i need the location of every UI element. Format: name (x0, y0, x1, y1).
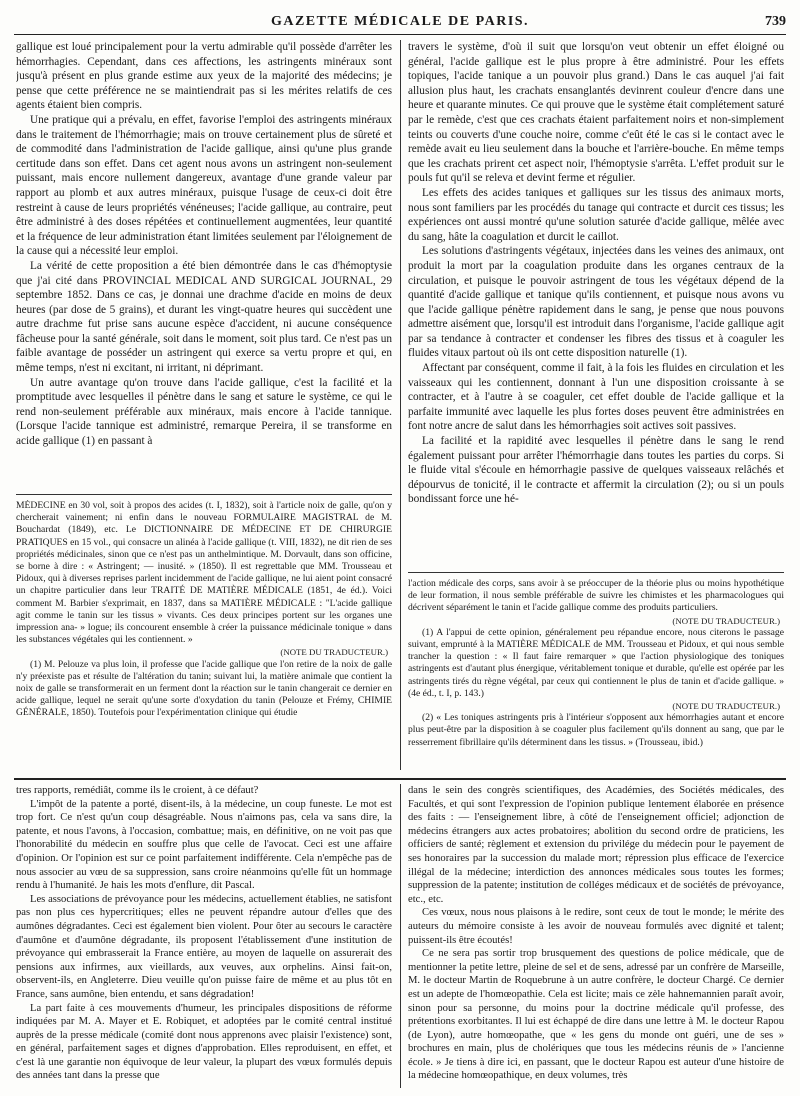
footnote: (1) M. Pelouze va plus loin, il professe que l'acide gallique que l'on retire de la noix de galle n'y préexiste pas et résulte de l'altération du tanin; suivant lui, la matière animale que contient la noix de galle se transformerait en un ferment dont la réaction sur le tanin changerait ce dernier en acide gallique, lequel ne serait qu'une sorte d'oxydation du tanin (Pelouze et Frémy, CHIMIE GÉNÉRALE, 1850). Toutefois pour l'expérimentation clinique qui étudie (16, 658, 392, 719)
footnote: MÉDECINE en 30 vol, soit à propos des acides (t. I, 1832), soit à l'article noix de galle, qu'on y chercherait vainement; ni enfin dans le nouveau FORMULAIRE MAGISTRAL de M. Bouchardat (1849), etc. Le DICTIONNAIRE DE MÉDECINE ET DE CHIRURGIE PRATIQUES en 15 vol., qui consacre un alinéa à l'acide gallique (t. VIII, 1832), ne dit rien de ses propriétés médicinales, sinon que ce n'est pas un anthelmintique. M. Dorvault, dans son officine, se borne à dire : « Astringent; — inusité. » (1850). Il est regrettable que MM. Trousseau et Pidoux, qui à diverses reprises parlent incidemment de l'acide gallique, ne lui aient point consacré un chapitre particulier dans leur TRAITÉ DE MATIÈRE MÉDICALE (1851, 4e éd.). Voici comment M. Barbier s'exprimait, en 1837, dans sa MATIÈRE MÉDICALE : "L'acide gallique agit comme le tanin sur les tissus » vivants. Ces deux principes portent sur les organes une impression ana- » logue; ils concourent ensemble à créer la puissance médicinale tonique » dans les substances végétales qui les contiennent. » (16, 500, 392, 646)
footnotes-left (16, 500, 392, 770)
column-divider (400, 40, 401, 770)
page-number: 739 (765, 14, 786, 29)
footnote-separator-left (16, 494, 392, 495)
section-separator (14, 778, 786, 780)
article-column-right (408, 40, 784, 566)
paragraph: dans le sein des congrès scientifiques, des Académies, des Sociétés médicales, des Facultés, et qui sont l'expression de l'opinion publique lentement élaborée en présence des faits : — l'enseignement libre, à côté de l'enseignement officiel; adjonction de médecins étrangers aux actes probatoires; abolition du second ordre de praticiens, les officiers de santé; règlement et extension du privilége du médecin pour le payement de ses honoraires par la succession du malade mort; répression plus efficace de l'exercice illégal de la médecine; interdiction des annonces médicales sous toutes les formes; suppression de la patente; institution de colléges médicaux et de sociétés de prévoyance, etc., etc. (408, 785, 784, 905)
translator-note-signature: (NOTE DU TRADUCTEUR.) (280, 647, 388, 658)
footnotes-right (408, 578, 784, 770)
column-divider (400, 784, 401, 1088)
paragraph: Affectant par conséquent, comme il fait, à la fois les fluides en circulation et les vaisseaux qui les contiennent, donnant à l'un une disposition croissante à se contracter, et à l'autre à se coaguler, cet effet double de l'acide gallique et la parfaite immunité avec laquelle les plus fortes doses peuvent être administrées en font notre ancre de salut dans les hémorrhagies soit actives soit passives. (408, 362, 784, 433)
paragraph: Les solutions d'astringents végétaux, injectées dans les veines des animaux, ont produit la mort par la coagulation produite dans les organes centraux de la circulation, et puisque le pouvoir astringent de tous les végétaux dépend de la quantité d'acide gallique et tanique qu'ils contiennent, et puisque nous avons vu que l'acide gallique pénètre rapidement dans le sang, je pense que nous pouvons admettre aisément que, lorsqu'il est introduit dans l'organisme, l'acide gallique agit par sa tendance à contracter et condenser les fibres des tissus et à coaguler les fluides vitaux partout où ils ont cette disposition naturelle (1). (408, 245, 784, 360)
paragraph: La part faite à ces mouvements d'humeur, les principales dispositions de réforme indiquées par M. A. Mayer et E. Robiquet, et adoptées par le comité central institué auprès de la presse médicale (comité dont nous apprenons avec plaisir l'existence) sont, en général, parfaitement sages et dignes d'approbation. Elles reproduisent, en effet, et c'est là une garantie non équivoque de leur valeur, la plupart des vœux formulés depuis des années tant dans la presse que (16, 1002, 392, 1082)
paragraph: tres rapports, remédiât, comme ils le croient, à ce défaut? (16, 785, 259, 796)
footnote: (1) A l'appui de cette opinion, généralement peu répandue encore, nous citerons le passage suivant, emprunté à la MATIÈRE MÉDICALE de MM. Trousseau et Pidoux, et qui nous semble trancher la question : « Il faut faire remarquer » que l'action physiologique des toniques astringents est d'autant plus énergique, véritablement tonique et durable, qu'elle est opérée par les astringents tirés du règne végétal, par ceux qui contiennent le plus de tanin et d'acide gallique. » (4e éd., t. I, p. 143.) (408, 626, 784, 699)
page-header (14, 12, 786, 35)
journal-title: GAZETTE MÉDICALE DE PARIS. (270, 14, 530, 29)
paragraph: La vérité de cette proposition a été bien démontrée dans le cas d'hémoptysie que j'ai cité dans PROVINCIAL MEDICAL AND SURGICAL JOURNAL, 29 septembre 1852. Dans ce cas, je donnai une drachme d'acide en moins de deux heures (par dose de 5 grains), et durant les vingt-quatre heures qui succèdent une autre drachme fut prise sans aucune espèce d'accident, ni aucune conséquence fâcheuse pour la santé générale, soit dans le moment, soit plus tard. Ce n'est pas un faible avantage de posséder un astringent qui exerce sa vertu propre et qui, en même temps, n'est ni excitant, ni irritant, ni déprimant. (16, 259, 392, 375)
paragraph: L'impôt de la patente a porté, disent-ils, à la médecine, un coup funeste. Le mot est trop fort. Ce n'est qu'un coup désagréable. Nous n'aimons pas, cela va sans dire, la patente, et nous l'avons, à l'occasion, combattue; mais, en définitive, on ne voit pas que l'honorabilité du médecin en souffre plus que celle de l'avocat. Ceci est une affaire d'opinion. Or l'opinion est sur ce point parfaitement indifférente. Cela n'empêche pas de nous associer au vœu de sa suppression, sans croire néanmoins qu'elle fût un hommage rendu à l'humanité. Je hais les mots d'enflure, dit Pascal. (16, 798, 392, 892)
translator-note-signature: (NOTE DU TRADUCTEUR.) (672, 615, 780, 626)
article-column-left (16, 40, 392, 486)
paragraph: Un autre avantage qu'on trouve dans l'acide gallique, c'est la facilité et la promptitude avec lesquelles il pénètre dans le sang et sature le système, ce qui le rend non-seulement préférable aux minéraux, mais encore à l'acide tannique. (Lorsque l'acide tannique est administré, remarque Pereira, il se transforme en acide gallique (1) en passant à (16, 376, 392, 448)
paragraph: Ces vœux, nous nous plaisons à le redire, sont ceux de tout le monde; le mérite des auteurs du mémoire consiste à les avoir de nouveau formulés avec dignité et talent; puissent-ils être écoutés! (408, 907, 784, 946)
paragraph: La facilité et la rapidité avec lesquelles il pénètre dans le sang le rend également puissant pour arrêter l'hémorrhagie dans toutes les parties du corps. Si le fluide vital s'écoule en hémorrhagie passive de quelques vaisseaux relâchés et dépourvus de tonicité, il le contracte et affermit la circulation (2); ou si un pouls bondissant force une hé- (408, 435, 784, 506)
paragraph: gallique est loué principalement pour la vertu admirable qu'il possède d'arrêter les hémorrhagies. Cependant, dans ces affections, les astringents minéraux sont jusqu'à présent en plus grande estime aux yeux de la majorité des médecins; je pense que cette préférence ne se maintiendrait pas si les mérites relatifs de ces agents étaient bien compris. (16, 41, 392, 112)
paragraph: Une pratique qui a prévalu, en effet, favorise l'emploi des astringents minéraux dans le traitement de l'hémorrhagie; mais on trouve certainement plus de sûreté et de commodité dans l'administration de l'acide gallique, ainsi qu'une plus grande certitude dans son effet. Dans cet agent nous avons un astringent non-seulement puissant, mais encore nullement dangereux, avantage d'une grande valeur par rapport au plomb et aux autres minéraux, puisque l'usage de ceux-ci doit être restreint à cause de leurs propriétés vénéneuses; l'acide gallique, au contraire, peut être administré à des doses répétées et continuellement augmentées, leur quantité et la fréquence de leur administration étant limitées seulement par l'éloignement de la cause qui a nécessité leur emploi. (16, 113, 392, 258)
paragraph: Les associations de prévoyance pour les médecins, actuellement établies, ne satisfont pas non plus ces hypercritiques; elles ne peuvent répandre autour d'elles que des aumônes dégradantes. Ceci est également bien violent. Pour ôter au secours le caractère d'aumône et d'aumône dégradante, ils proposent l'établissement d'une institution de prévoyance qui embrasserait la France entière, au moyen de laquelle on assurerait des pensions aux infirmes, aux vieillards, aux veuves, aux orphelins. Ainsi fait-on, observent-ils, en Angleterre. Dieu veuille qu'on puisse faire de même et au plus tôt en France, sans aumône, bien entendu, et sans dégradation! (16, 893, 392, 1000)
feuilleton-column-left (16, 784, 392, 1088)
translator-note-signature: (NOTE DU TRADUCTEUR.) (672, 701, 780, 712)
paragraph: Ce ne sera pas sortir trop brusquement des questions de police médicale, que de mentionner la petite lettre, pleine de sel et de sens, adressé par un confrère de Marseille, M. le docteur Martin de Roquebrune à un autre confrère, le docteur Chargé. Ce dernier est un adepte de l'homœopathie. Cela est licite; mais ce zèle hahnemannien paraît avoir, sinon pour sa personne, du moins pour la doctrine médicale qu'il professe, des prétentions exorbitantes. Il lui est échappé de dire dans une lettre à M. le docteur Rapou (de Lyon), autre homœopathe, que « les gens du monde ont guéri, une de ses » brochures en main, plus de cholériques que tous les médecins réunis de » l'ancienne école. » Je tiens à dire ici, en passant, que le docteur Rapou est auteur d'une histoire de la médecine homœopathique, en deux volumes, très (408, 948, 784, 1082)
feuilleton-column-right (408, 784, 784, 1088)
footnote: l'action médicale des corps, sans avoir à se préoccuper de la théorie plus ou moins hypothétique de leur formation, il nous semble préférable de suivre les chimistes et les pharmacologues qui décrivent séparément le tanin et l'acide gallique comme des produits particuliers. (408, 578, 784, 614)
footnote-separator-right (408, 572, 784, 573)
footnote: (2) « Les toniques astringents pris à l'intérieur s'opposent aux hémorrhagies autant et encore plus peut-être par la disposition à se coaguler plus facilement qu'ils donnent au sang, que par le resserrement fibrillaire qu'ils déterminent dans les tissus. » (Trousseau, ibid.) (408, 712, 784, 748)
paragraph: Les effets des acides taniques et galliques sur les tissus des animaux morts, nous sont familiers par les procédés du tanage qui contracte et durcit ces tissus; les expériences ont aussi montré qu'une solution saturée d'acide gallique, mêlée avec du sang, hâte la coagulation et durcit le caillot. (408, 186, 784, 243)
paragraph: travers le système, d'où il suit que lorsqu'on veut obtenir un effet éloigné ou général, l'acide gallique est le plus propre à être administré. Pour les effets topiques, l'acide tanique a un pouvoir plus grand.) Dans le cas auquel j'ai fait allusion plus haut, les crachats ensanglantés devinrent couleur d'encre dans une heure et quarante minutes. Ce qui prouve que le système était complétement saturé par le remède, c'est que ces crachats étaient parfaitement noirs et non-simplement teints ou couverts d'une couche noire, comme c'eût été le cas si le contact avec le remède avait eu lieu seulement dans la bouche et l'arrière-bouche. En même temps que les crachats prirent cet aspect noir, l'hémoptysie s'arrêta. L'effet produit sur le pouls fut qu'il se releva et devint ferme et régulier. (408, 41, 784, 185)
